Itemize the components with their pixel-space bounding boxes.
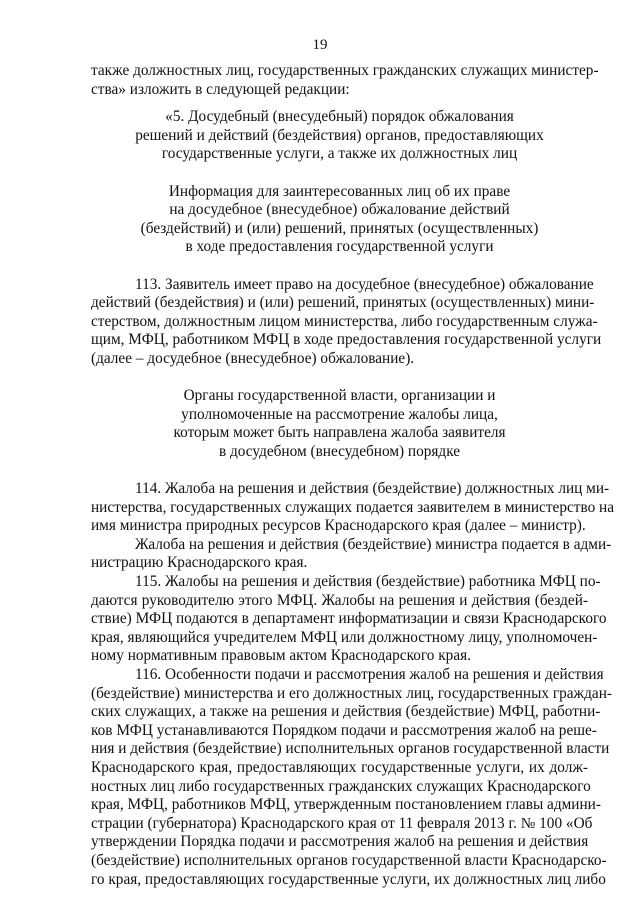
heading-line: уполномоченные на рассмотрение жалобы лица, <box>181 405 498 423</box>
text-line: края, являющийся учредителем МФЦ или должностному лицу, уполномочен- <box>91 628 598 646</box>
intro-paragraph <box>91 62 599 99</box>
text-line: стерством, должностным лицом министерства, либо государственным служа- <box>91 312 598 330</box>
text-line: ствие) МФЦ подаются в департамент информатизации и связи Краснодарского <box>91 610 607 628</box>
heading-line: в досудебном (внесудебном) порядке <box>218 442 461 460</box>
paragraph-116 <box>91 666 612 889</box>
heading-line: решений и действий (бездействия) органов, предоставляющих <box>135 126 544 144</box>
text-line: (далее – досудебное (внесудебное) обжалование). <box>91 349 415 367</box>
subheading-organs <box>91 387 588 461</box>
text-line: (бездействие) исполнительных органов государственной власти Краснодарско- <box>91 851 607 869</box>
page-number: 19 <box>312 37 328 53</box>
heading-line: государственные услуги, а также их должностных лиц <box>161 145 518 163</box>
text-line: 114. Жалоба на решения и действия (бездействие) должностных лиц ми- <box>135 480 610 498</box>
text-line: даются руководителю этого МФЦ. Жалобы на решения и действия (бездей- <box>91 591 588 609</box>
text-line: ному нормативным правовым актом Краснодарского края. <box>91 647 471 665</box>
paragraph-114-continued <box>91 535 612 573</box>
text-line: страции (губернатора) Краснодарского края от 11 февраля 2013 г. № 100 «Об <box>91 814 593 832</box>
text-line: щим, МФЦ, работником МФЦ в ходе предоставления государственной услуги <box>91 331 602 349</box>
text-line: ских служащих, а также на решения и действия (бездействие) МФЦ, работни- <box>91 703 601 721</box>
paragraph-114 <box>91 480 615 536</box>
text-line: Жалоба на решения и действия (бездействие) министра подается в адми- <box>135 535 612 553</box>
text-line: также должностных лиц, государственных гражданских служащих министер- <box>91 62 599 79</box>
subheading-info <box>91 183 588 257</box>
text-line: утверждении Порядка подачи и рассмотрения жалоб на решения и действия <box>91 833 589 851</box>
section-heading <box>91 108 588 164</box>
heading-line: Органы государственной власти, организации и <box>183 387 496 405</box>
text-line: ков МФЦ устанавливаются Порядком подачи и рассмотрения жалоб на реше- <box>91 721 597 739</box>
text-line: 116. Особенности подачи и рассмотрения жалоб на решения и действия <box>135 666 604 683</box>
heading-line: которым может быть направлена жалоба заявителя <box>173 424 506 442</box>
text-line: ния и действия (бездействие) исполнительных органов государственной власти <box>91 740 610 758</box>
text-line: 113. Заявитель имеет право на досудебное (внесудебное) обжалование <box>135 275 594 293</box>
heading-line: (бездействий) и (или) решений, принятых (осуществленных) <box>140 219 539 237</box>
text-line: (бездействие) министерства и его должностных лиц, государственных граждан- <box>91 684 612 702</box>
heading-line: в ходе предоставления государственной услуги <box>185 238 494 256</box>
text-line: 115. Жалобы на решения и действия (бездействие) работника МФЦ по- <box>135 573 601 591</box>
paragraph-115 <box>91 573 607 666</box>
heading-line: на досудебное (внесудебное) обжалование действий <box>169 201 510 219</box>
text-line: ства» изложить в следующей редакции: <box>91 80 350 98</box>
text-line: имя министра природных ресурсов Краснодарского края (далее – министр). <box>91 517 586 535</box>
text-line: го края, предоставляющих государственные услуги, их должностных лиц либо <box>91 870 606 888</box>
text-line: нистрацию Краснодарского края. <box>91 554 308 572</box>
paragraph-113 <box>91 275 602 369</box>
text-line: действий (бездействия) и (или) решений, принятых (осуществленных) мини- <box>91 294 595 312</box>
heading-line: Информация для заинтересованных лиц об их праве <box>168 182 511 200</box>
text-line: ностных лиц либо государственных гражданских служащих Краснодарского <box>91 777 591 795</box>
heading-line: «5. Досудебный (внесудебный) порядок обжалования <box>165 108 514 126</box>
text-line: края, МФЦ, работников МФЦ, утвержденным постановлением главы админи- <box>91 796 601 814</box>
document-body <box>91 62 615 889</box>
text-line: нистерства, государственных служащих подается заявителем в министерство на <box>91 498 615 516</box>
text-line: Краснодарского края, предоставляющих государственные услуги, их долж- <box>91 758 588 776</box>
